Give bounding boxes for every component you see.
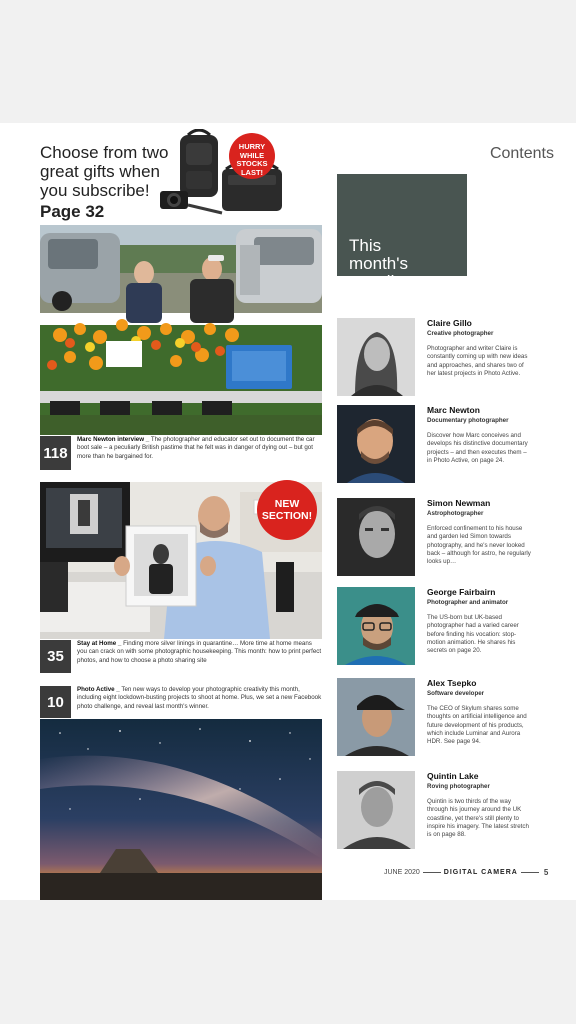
page-number: 10 [40,686,71,718]
contributor-name: Alex Tsepko [427,678,477,688]
contributor-role: Photographer and animator [427,599,509,606]
contributor-portrait [337,405,415,483]
issue-date: JUNE 2020 [384,869,420,876]
contributor-card[interactable] [337,587,537,667]
contributor-bio: The CEO of Skylum shares some thoughts on artificial intelligence and future development of his products, which include Luminar and Aurora HDR. See page 94. [427,705,527,746]
contributors-heading-line: contributors [349,272,438,291]
story-image-milky-way[interactable] [40,719,322,900]
story-description [71,686,322,718]
magazine-name: DIGITAL CAMERA [443,869,518,876]
hurry-badge-text: LAST! [240,167,264,177]
contributors-heading [349,237,438,291]
contributor-role: Creative photographer [427,330,494,337]
contributor-name: Marc Newton [427,405,480,415]
contributor-role: Software developer [427,690,485,697]
contributor-name: Quintin Lake [427,771,479,781]
hurry-badge-text: HURRY [238,142,266,151]
contributor-bio: Photographer and writer Claire is constantly coming up with new ideas and approaches, and shares two of her latest projects in Photo Active. [427,345,528,377]
story-text: Ten new ways to develop your photographic creativity this month, including eight lockdown-busting projects to shoot at home. Plus, we set a new Facebook photo challenge, and reveal last month's winner. [77,686,322,710]
story-entry[interactable] [40,640,322,673]
contributor-portrait [337,771,415,849]
footer-rule [521,872,539,873]
story-description [71,436,322,470]
contributor-card[interactable] [337,678,537,758]
promo-line: Choose from two [40,143,169,162]
new-badge-text: SECTION! [261,510,313,522]
story-entry[interactable] [40,436,322,470]
magazine-page [0,123,576,900]
story-image-car-boot-sale[interactable] [40,225,322,435]
contributor-name: George Fairbairn [427,587,496,597]
story-text: The photographer and educator set out to document the car boot sale – a peculiarly British pastime that he felt was in danger of dying out – but got more than he bargained for. [77,436,315,460]
promo-line: great gifts when [40,162,161,181]
contributors-heading-line: month's [349,254,408,273]
contributor-portrait [337,318,415,396]
page-number: 118 [40,436,71,470]
contributor-name: Claire Gillo [427,318,472,328]
contributor-card[interactable] [337,405,537,485]
new-badge-text: NEW [274,498,300,510]
hurry-badge-text: STOCKS [236,159,268,168]
contributor-card[interactable] [337,318,537,398]
contributor-name: Simon Newman [427,498,491,508]
contributor-role: Roving photographer [427,783,490,790]
story-lead: Photo Active _ [77,686,120,693]
story-entry[interactable] [40,686,322,718]
folio-page-number: 5 [543,868,549,877]
contributor-portrait [337,498,415,576]
contributor-bio: Enforced confinement to his house and garden led Simon towards photography, and he's never looked back – although for astro, he regularly looks up… [427,525,531,566]
story-lead: Stay at Home _ [77,640,122,647]
story-text: Finding more silver linings in quarantine… More time at home means you can crack on with some photographic housekeeping. This month: how to print perfect photos, and how to choose a photo sharing site [77,640,322,664]
contributor-card[interactable] [337,498,537,578]
contributor-bio: The US-born but UK-based photographer had a varied career before finding his vocation: stop-motion animation. He shares his secrets on page 20. [427,614,519,655]
contributor-bio: Quintin is two thirds of the way through his journey around the UK coastline, yet there's still plenty to inspire his imagery. The latest stretch is on page 88. [427,798,529,839]
contributor-portrait [337,587,415,665]
hurry-badge-text: WHILE [239,150,265,160]
contributor-portrait [337,678,415,756]
new-section-badge [257,480,317,540]
contributor-card[interactable] [337,771,537,851]
footer-rule [423,872,441,873]
contributor-role: Documentary photographer [427,417,509,424]
contents-heading: Contents [489,145,554,162]
contributors-heading-line: This [349,236,382,255]
page-number: 35 [40,640,71,673]
contributor-role: Astrophotographer [427,510,484,517]
page-footer [384,868,548,877]
contributor-bio: Discover how Marc conceives and develops his distinctive documentary projects – and then executes them – in Photo Active, on page 24. [427,432,528,464]
story-lead: Marc Newton interview _ [77,436,150,443]
promo-line: you subscribe! [40,181,150,200]
story-description [71,640,322,673]
promo-page-ref: Page 32 [40,202,105,221]
hurry-badge [229,133,275,179]
